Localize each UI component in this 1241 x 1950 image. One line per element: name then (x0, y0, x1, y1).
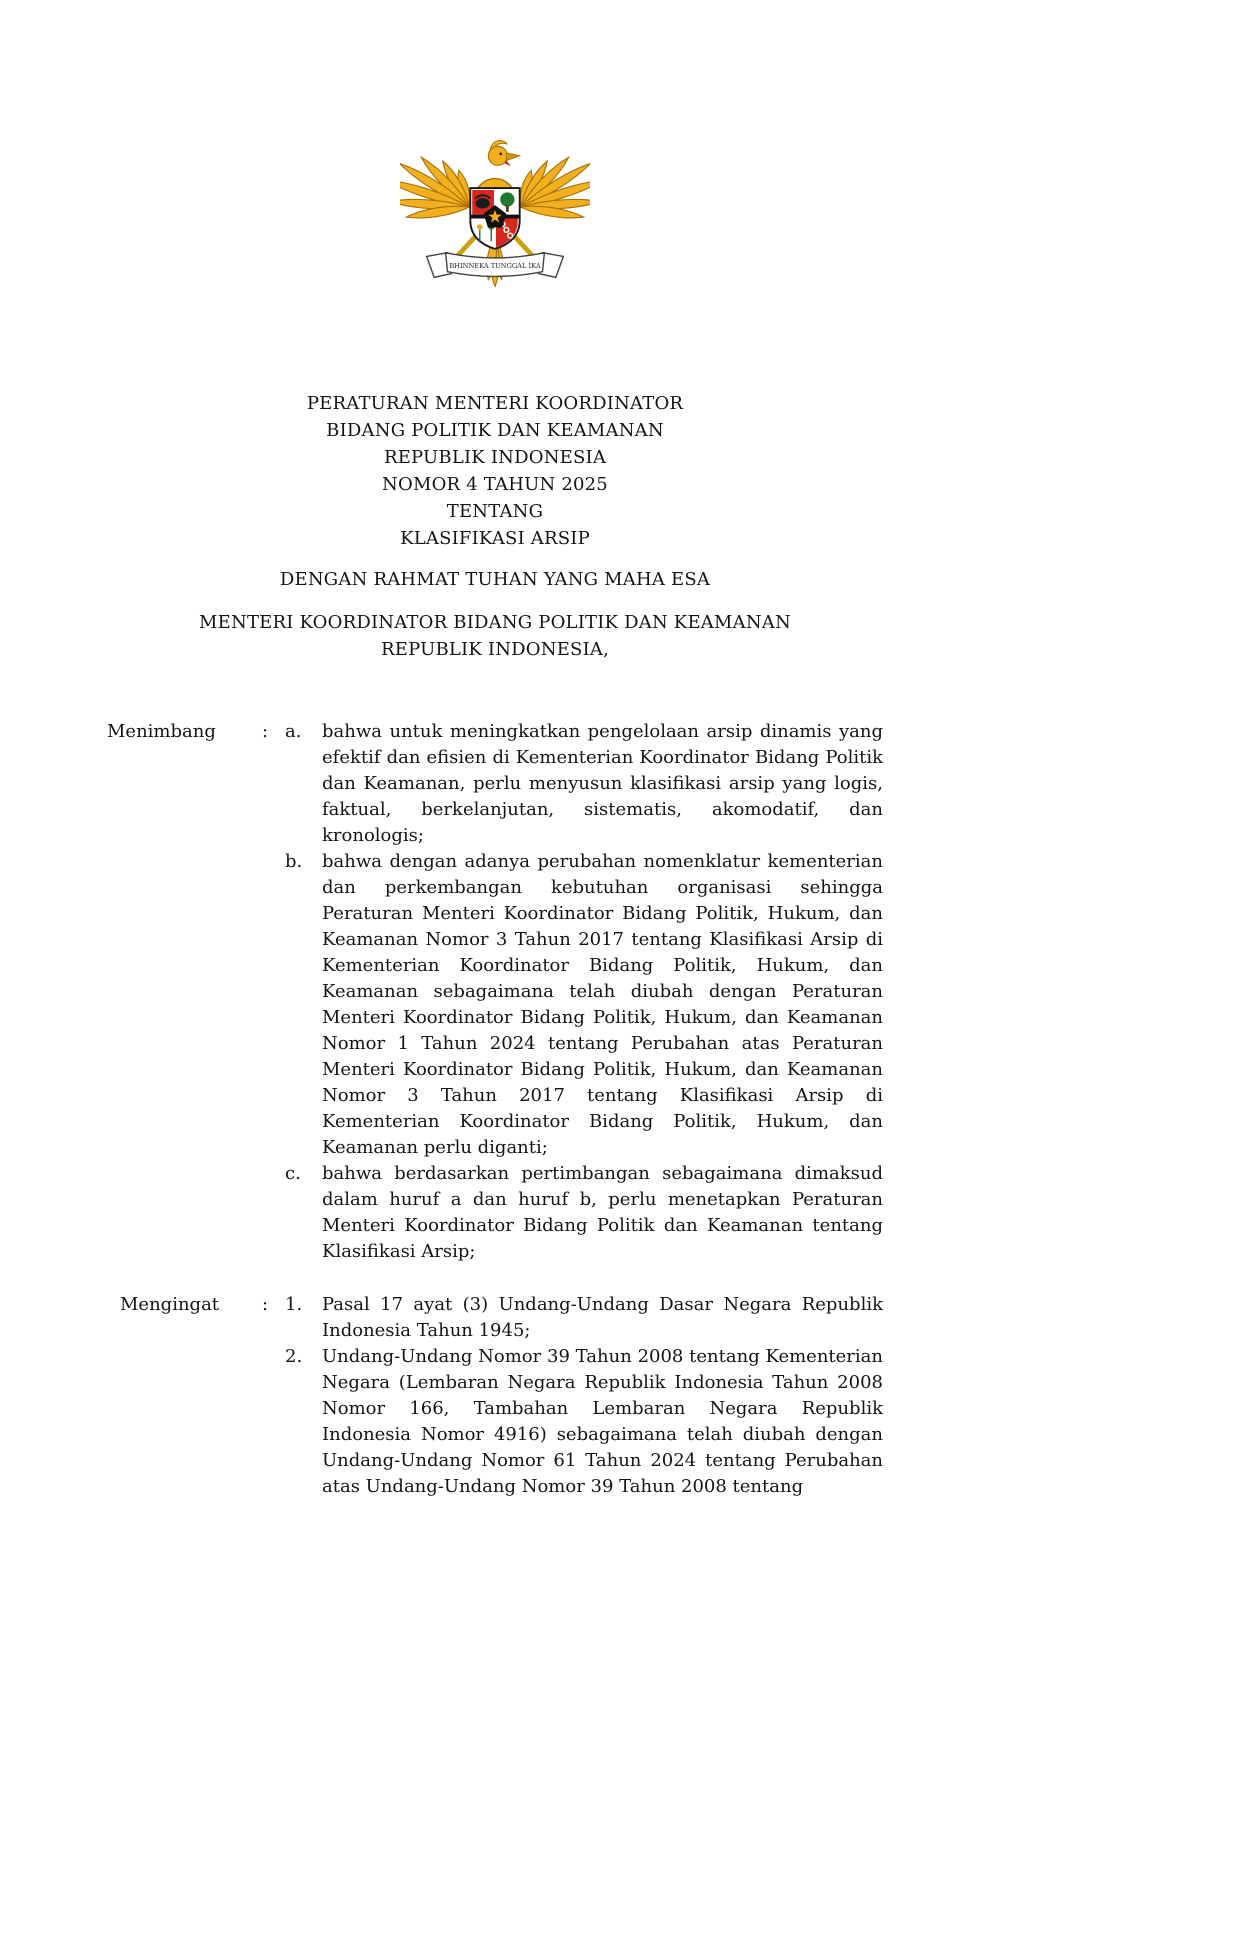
garuda-pancasila-icon (400, 96, 590, 302)
consideration-item-a (285, 719, 883, 849)
item-text: bahwa untuk meningkatkan pengelolaan arsip dinamis yang efektif dan efisien di Kementerian Koordinator Bidang Politik dan Keamanan, perlu menyusun klasifikasi arsip yang logis, faktual, berkelanjutan, sistematis, akomodatif, dan kronologis; (322, 721, 883, 846)
title-line-ministry: BIDANG POLITIK DAN KEAMANAN (326, 420, 664, 441)
item-text: Undang-Undang Nomor 39 Tahun 2008 tentang Kementerian Negara (Lembaran Negara Republik Indonesia Tahun 2008 Nomor 166, Tambahan Lembaran Negara Republik Indonesia Nomor 4916) sebagaimana telah diubah dengan Undang-Undang Nomor 61 Tahun 2024 tentang Perubahan atas Undang-Undang Nomor 39 Tahun 2008 tentang (322, 1346, 883, 1497)
title-line-subject: KLASIFIKASI ARSIP (400, 528, 590, 549)
authority-line-2: REPUBLIK INDONESIA, (380, 639, 610, 660)
title-line-regulation: PERATURAN MENTERI KOORDINATOR (306, 393, 684, 414)
menimbang-items (285, 719, 883, 1265)
item-marker: b. (285, 851, 303, 872)
document-title-block (107, 390, 883, 552)
section-colon: : (262, 721, 269, 742)
mengingat-items (285, 1292, 883, 1500)
item-marker: 2. (285, 1346, 303, 1367)
section-menimbang (107, 719, 883, 1265)
title-line-republic: REPUBLIK INDONESIA (383, 447, 607, 468)
document-content (107, 0, 883, 1500)
invocation-line: DENGAN RAHMAT TUHAN YANG MAHA ESA (279, 569, 711, 590)
title-line-tentang: TENTANG (446, 501, 544, 522)
legal-basis-item-1 (285, 1292, 883, 1344)
section-label-menimbang: Menimbang (107, 721, 216, 742)
issuing-authority-block (107, 609, 883, 663)
item-text: Pasal 17 ayat (3) Undang-Undang Dasar Negara Republik Indonesia Tahun 1945; (322, 1294, 883, 1341)
garuda-pancasila-emblem (107, 0, 883, 306)
item-text: bahwa dengan adanya perubahan nomenklatur kementerian dan perkembangan kebutuhan organisasi sehingga Peraturan Menteri Koordinator Bidang Politik, Hukum, dan Keamanan Nomor 3 Tahun 2017 tentang Klasifikasi Arsip di Kementerian Koordinator Bidang Politik, Hukum, dan Keamanan sebagaimana telah diubah dengan Peraturan Menteri Koordinator Bidang Politik, Hukum, dan Keamanan Nomor 1 Tahun 2024 tentang Perubahan atas Peraturan Menteri Koordinator Bidang Politik, Hukum, dan Keamanan Nomor 3 Tahun 2017 tentang Klasifikasi Arsip di Kementerian Koordinator Bidang Politik, Hukum, dan Keamanan perlu diganti; (322, 851, 883, 1158)
preamble-sections (107, 719, 883, 1500)
item-text: bahwa berdasarkan pertimbangan sebagaimana dimaksud dalam huruf a dan huruf b, perlu menetapkan Peraturan Menteri Koordinator Bidang Politik dan Keamanan tentang Klasifikasi Arsip; (322, 1163, 883, 1262)
consideration-item-c (285, 1161, 883, 1265)
item-marker: c. (285, 1163, 301, 1184)
title-line-number: NOMOR 4 TAHUN 2025 (382, 474, 608, 495)
item-marker: 1. (285, 1294, 303, 1315)
authority-line-1: MENTERI KOORDINATOR BIDANG POLITIK DAN KEAMANAN (199, 612, 791, 633)
emblem-banner-text: BHINNEKA TUNGGAL IKA (449, 261, 541, 270)
consideration-item-b (285, 849, 883, 1161)
section-mengingat (107, 1292, 883, 1500)
section-label-mengingat: Mengingat (120, 1294, 220, 1315)
item-marker: a. (285, 721, 302, 742)
section-colon: : (262, 1294, 269, 1315)
legal-basis-item-2 (285, 1344, 883, 1500)
